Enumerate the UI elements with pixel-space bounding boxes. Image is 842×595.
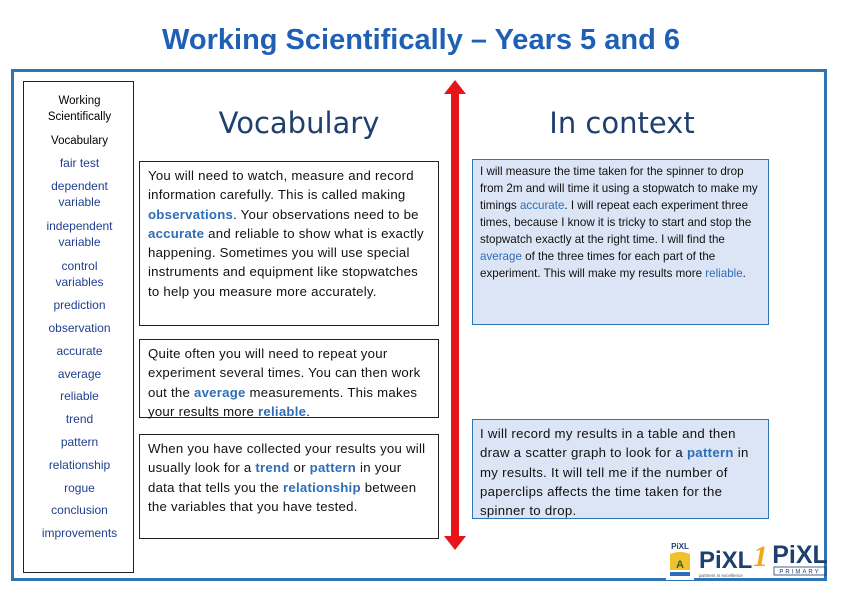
sidebar-heading-line2: Scientifically: [47, 111, 112, 123]
keyword-accurate: accurate: [148, 225, 205, 241]
term-relationship: relationship: [48, 458, 111, 472]
page-title: Working Scientifically – Years 5 and 6: [162, 24, 680, 56]
keyword-reliable-context: reliable: [705, 267, 743, 280]
term-control-variables-line2: variables: [55, 275, 104, 289]
keyword-observations: observations: [148, 206, 234, 222]
term-rogue: rogue: [64, 481, 95, 495]
term-dependent-variable-line2: variable: [58, 195, 101, 209]
context-box-stopwatch: I will measure the time taken for the spinner to drop from 2m and will time it using a stopwatch to make my timings accurate. I will repeat each experiment three times, because I know it is tricky to start and stop the stopwatch exactly at the right time. I will find the average of the three times for each part of the experiment. This will make my results more reliable.: [472, 159, 769, 325]
svg-text:PiXL: PiXL: [699, 547, 753, 574]
double-arrow-icon: [444, 80, 466, 550]
term-pattern: pattern: [60, 435, 99, 449]
term-improvements: improvements: [41, 526, 118, 540]
keyword-relationship: relationship: [283, 479, 361, 495]
svg-text:A: A: [676, 559, 684, 571]
keyword-accurate-context: accurate: [519, 199, 565, 212]
keyword-trend: trend: [255, 460, 290, 476]
pixl1-logo: [697, 538, 771, 580]
keyword-reliable: reliable: [258, 403, 307, 419]
keyword-average: average: [194, 384, 246, 400]
term-prediction: prediction: [53, 298, 106, 312]
keyword-pattern-context: pattern: [686, 445, 734, 461]
svg-text:1: 1: [753, 540, 768, 573]
vocabulary-sidebar: [23, 81, 134, 573]
vocabulary-heading: Vocabulary: [218, 106, 380, 140]
term-dependent-variable-line1: dependent: [51, 179, 108, 193]
sidebar-heading-line3: Vocabulary: [51, 135, 108, 147]
svg-text:partners in excellence: partners in excellence: [699, 573, 743, 578]
svg-text:PiXL: PiXL: [671, 542, 689, 551]
context-box-scatter-graph: I will record my results in a table and then draw a scatter graph to look for a pattern in my results. It will tell me if the number of paperclips affects the time taken for the spinner to drop.: [472, 419, 769, 519]
term-accurate: accurate: [56, 344, 103, 358]
in-context-heading: In context: [549, 106, 695, 140]
term-average: average: [57, 367, 102, 381]
term-independent-variable-line2: variable: [58, 235, 101, 249]
sidebar-heading-line1: Working: [58, 95, 101, 107]
svg-text:PiXL: PiXL: [772, 541, 828, 569]
vocab-box-observations: You will need to watch, measure and record information carefully. This is called making observations. Your observations need to be accurate and reliable to show what is exactly happening. Sometimes you will use special instruments and equipment like stopwatches to help you measure more accurately.: [139, 161, 439, 326]
term-conclusion: conclusion: [51, 503, 108, 517]
pixl-award-logo: [666, 540, 694, 580]
term-observation: observation: [48, 321, 111, 335]
keyword-average-context: average: [480, 250, 522, 263]
pixl-primary-logo: [772, 536, 828, 578]
term-reliable: reliable: [60, 389, 99, 403]
term-independent-variable-line1: independent: [46, 219, 113, 233]
term-trend: trend: [65, 412, 94, 426]
vocab-box-average: Quite often you will need to repeat your experiment several times. You can then work out the average measurements. This makes your results more reliable.: [139, 339, 439, 418]
term-control-variables-line1: control: [61, 259, 98, 273]
svg-text:PRIMARY: PRIMARY: [779, 569, 821, 576]
term-fair-test: fair test: [59, 156, 100, 170]
keyword-pattern: pattern: [309, 460, 357, 476]
vocab-box-trend: When you have collected your results you will usually look for a trend or pattern in your data that tells you the relationship between the variables that you have tested.: [139, 434, 439, 539]
